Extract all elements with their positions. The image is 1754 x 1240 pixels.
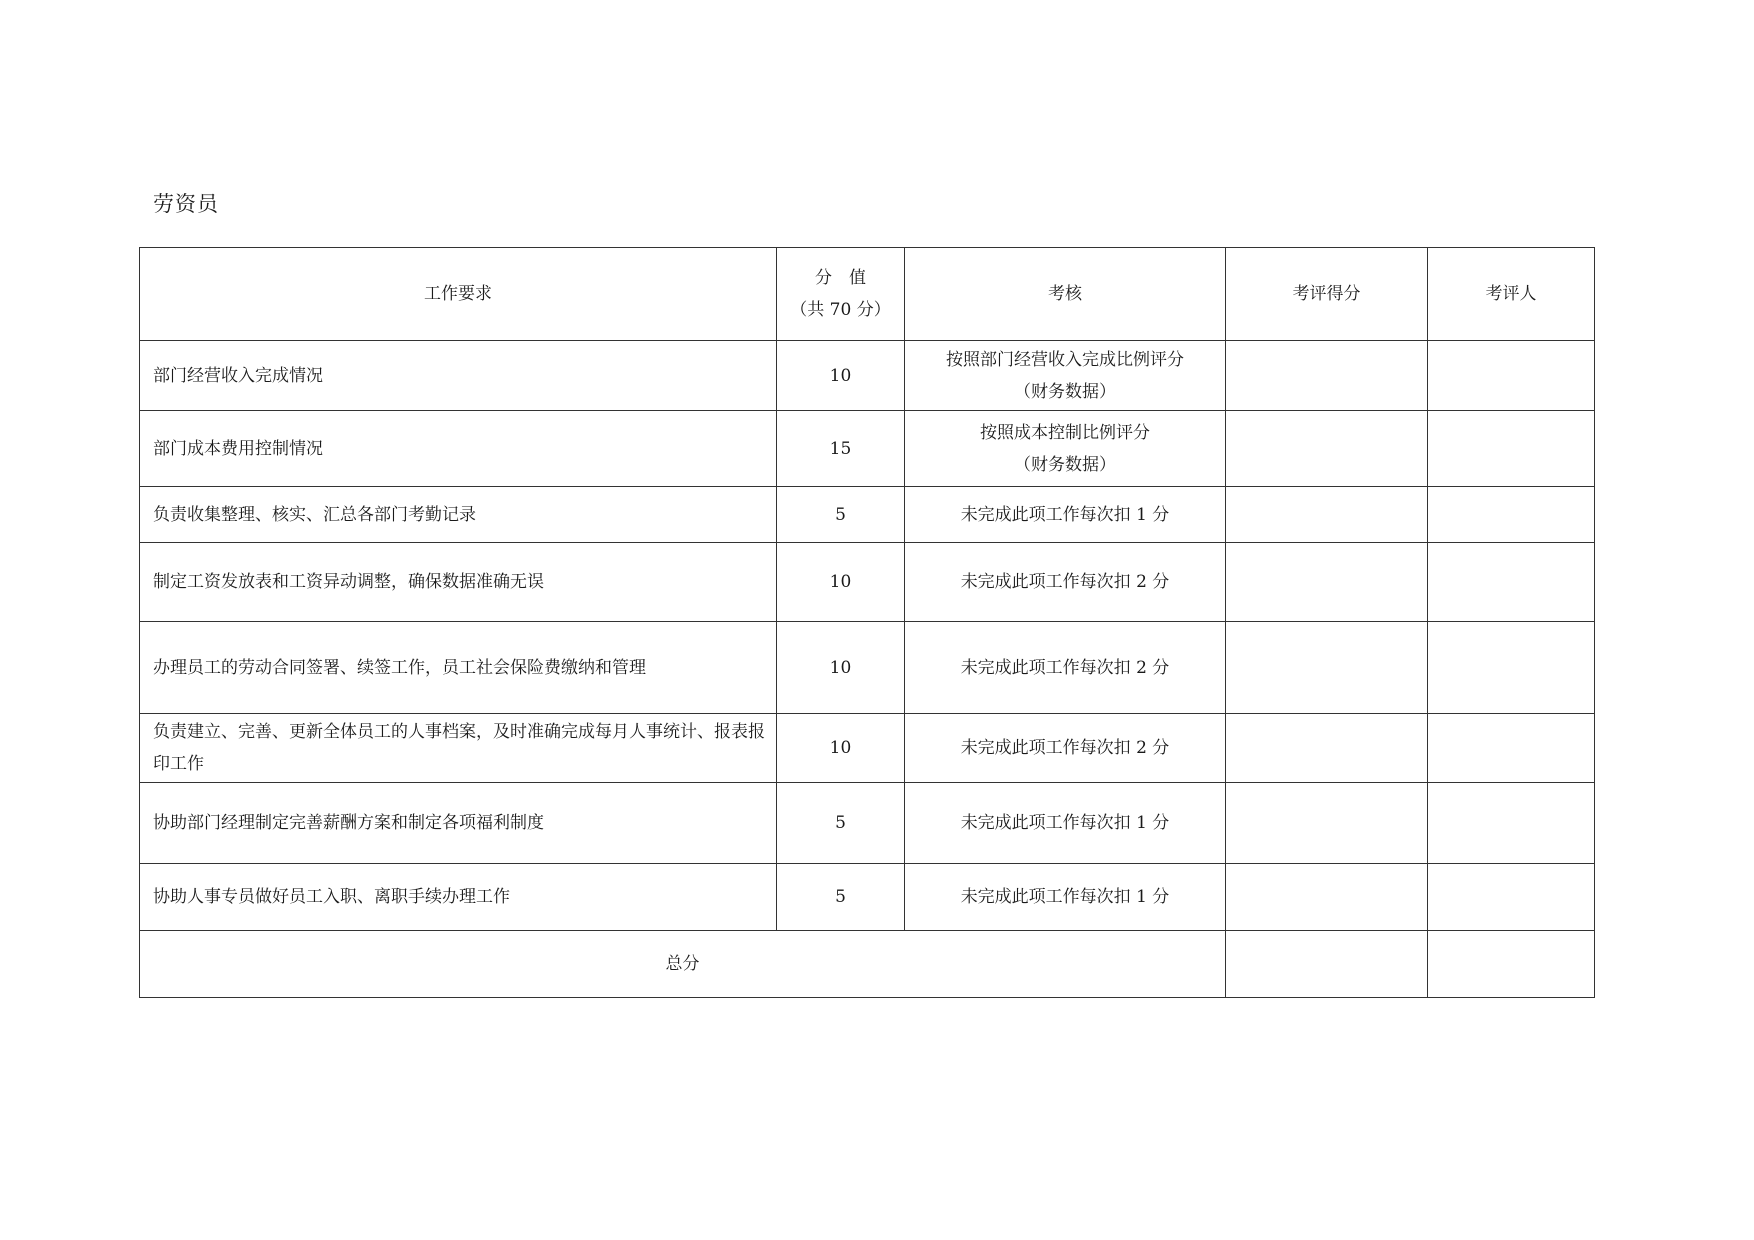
rater-cell[interactable] bbox=[1428, 411, 1595, 487]
header-score-label: 分 值 bbox=[815, 268, 866, 288]
header-score bbox=[777, 248, 905, 341]
total-rater-cell[interactable] bbox=[1428, 931, 1595, 998]
rating-cell[interactable] bbox=[1226, 714, 1428, 783]
score-cell: 10 bbox=[777, 622, 905, 714]
rating-cell[interactable] bbox=[1226, 622, 1428, 714]
assessment-rule: 按照成本控制比例评分 bbox=[980, 422, 1150, 443]
score-cell: 10 bbox=[777, 341, 905, 411]
total-row bbox=[140, 931, 1595, 998]
table-row bbox=[140, 622, 1595, 714]
table-row bbox=[140, 411, 1595, 487]
score-cell: 5 bbox=[777, 864, 905, 931]
header-rater: 考评人 bbox=[1428, 248, 1595, 341]
total-rating-cell[interactable] bbox=[1226, 931, 1428, 998]
table-row bbox=[140, 783, 1595, 864]
rating-cell[interactable] bbox=[1226, 341, 1428, 411]
requirement-cell: 协助人事专员做好员工入职、离职手续办理工作 bbox=[140, 864, 777, 931]
score-cell: 5 bbox=[777, 487, 905, 543]
score-cell: 10 bbox=[777, 714, 905, 783]
assessment-source: （财务数据） bbox=[1014, 454, 1116, 475]
assessment-rule: 按照部门经营收入完成比例评分 bbox=[946, 349, 1184, 370]
rating-cell[interactable] bbox=[1226, 543, 1428, 622]
header-score-total: （共 70 分） bbox=[790, 300, 891, 320]
score-cell: 15 bbox=[777, 411, 905, 487]
table-header-row bbox=[140, 248, 1595, 341]
total-label: 总分 bbox=[140, 931, 1226, 998]
requirement-cell: 制定工资发放表和工资异动调整，确保数据准确无误 bbox=[140, 543, 777, 622]
table-row bbox=[140, 487, 1595, 543]
table-row bbox=[140, 341, 1595, 411]
assessment-cell: 未完成此项工作每次扣 1 分 bbox=[905, 783, 1226, 864]
header-rating: 考评得分 bbox=[1226, 248, 1428, 341]
requirement-cell: 负责收集整理、核实、汇总各部门考勤记录 bbox=[140, 487, 777, 543]
table-row bbox=[140, 714, 1595, 783]
assessment-cell: 未完成此项工作每次扣 2 分 bbox=[905, 622, 1226, 714]
requirement-cell: 办理员工的劳动合同签署、续签工作，员工社会保险费缴纳和管理 bbox=[140, 622, 777, 714]
rater-cell[interactable] bbox=[1428, 487, 1595, 543]
assessment-source: （财务数据） bbox=[1014, 381, 1116, 402]
table-row bbox=[140, 543, 1595, 622]
score-cell: 10 bbox=[777, 543, 905, 622]
rater-cell[interactable] bbox=[1428, 783, 1595, 864]
assessment-cell bbox=[905, 341, 1226, 411]
assessment-cell bbox=[905, 411, 1226, 487]
page-title: 劳资员 bbox=[153, 192, 219, 216]
rater-cell[interactable] bbox=[1428, 543, 1595, 622]
header-requirement: 工作要求 bbox=[140, 248, 777, 341]
rater-cell[interactable] bbox=[1428, 864, 1595, 931]
header-assessment: 考核 bbox=[905, 248, 1226, 341]
assessment-cell: 未完成此项工作每次扣 1 分 bbox=[905, 864, 1226, 931]
assessment-cell: 未完成此项工作每次扣 2 分 bbox=[905, 714, 1226, 783]
rater-cell[interactable] bbox=[1428, 341, 1595, 411]
requirement-cell: 负责建立、完善、更新全体员工的人事档案，及时准确完成每月人事统计、报表报印工作 bbox=[140, 714, 777, 783]
evaluation-table bbox=[139, 247, 1595, 998]
requirement-cell: 部门经营收入完成情况 bbox=[140, 341, 777, 411]
score-cell: 5 bbox=[777, 783, 905, 864]
rating-cell[interactable] bbox=[1226, 864, 1428, 931]
requirement-cell: 部门成本费用控制情况 bbox=[140, 411, 777, 487]
requirement-cell: 协助部门经理制定完善薪酬方案和制定各项福利制度 bbox=[140, 783, 777, 864]
rating-cell[interactable] bbox=[1226, 783, 1428, 864]
rater-cell[interactable] bbox=[1428, 622, 1595, 714]
rating-cell[interactable] bbox=[1226, 411, 1428, 487]
assessment-cell: 未完成此项工作每次扣 2 分 bbox=[905, 543, 1226, 622]
rater-cell[interactable] bbox=[1428, 714, 1595, 783]
assessment-cell: 未完成此项工作每次扣 1 分 bbox=[905, 487, 1226, 543]
table-row bbox=[140, 864, 1595, 931]
rating-cell[interactable] bbox=[1226, 487, 1428, 543]
